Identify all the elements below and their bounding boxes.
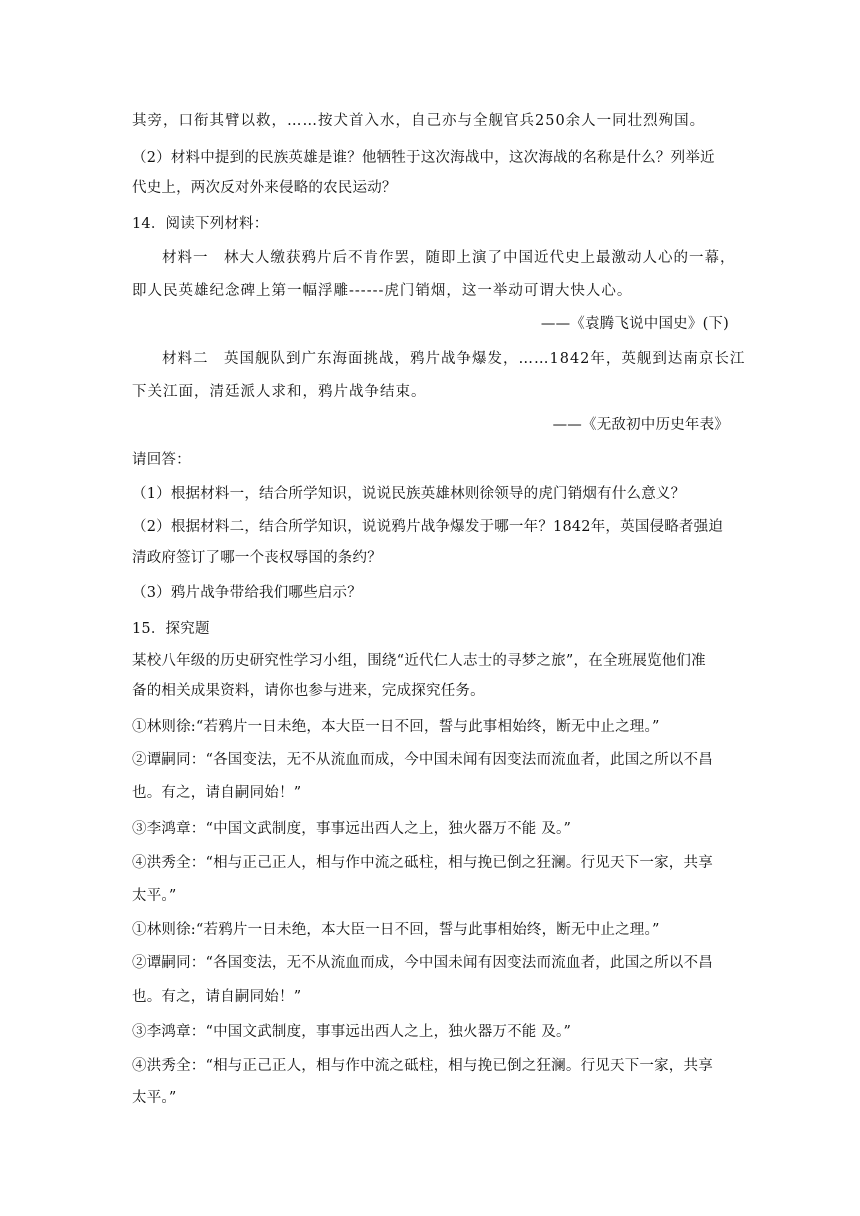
quote-hong-xiuquan-line1: ④洪秀全：“相与正己正人，相与作中流之砥柱，相与挽已倒之狂澜。行见天下一家，共享 <box>132 855 713 871</box>
quote-li-hongzhang: ③李鸿章：“中国文武制度，事事远出西人之上，独火器万不能 及。” <box>132 821 572 837</box>
q14-material2-source: ——《无敌初中历史年表》 <box>552 417 729 433</box>
quote-tan-sitong-line1: ②谭嗣同：“各国变法，无不从流血而成，今中国未闻有因变法而流血者，此国之所以不昌 <box>132 752 713 768</box>
q15-intro-line2: 备的相关成果资料，请你也参与进来，完成探究任务。 <box>132 683 485 699</box>
q14-answer-prompt: 请回答： <box>132 452 191 468</box>
q14-material1-source: ——《袁腾飞说中国史》(下) <box>540 316 729 332</box>
quote-lin-zexu: ①林则徐:“若鸦片一日未绝，本大臣一日不回，誓与此事相始终，断无中止之理。” <box>132 719 660 735</box>
q14-material2-line1: 材料二 英国舰队到广东海面挑战，鸦片战争爆发，……1842年，英舰到达南京长江 <box>162 351 746 367</box>
quote-hong-xiuquan-repeat-line1: ④洪秀全：“相与正己正人，相与作中流之砥柱，相与挽已倒之狂澜。行见天下一家，共享 <box>132 1058 713 1074</box>
quote-tan-sitong-repeat-line1: ②谭嗣同：“各国变法，无不从流血而成，今中国未闻有因变法而流血者，此国之所以不昌 <box>132 955 713 971</box>
quote-hong-xiuquan-repeat-line2: 太平。” <box>132 1090 177 1106</box>
q13-sub2-line1: （2）材料中提到的民族英雄是谁？他牺牲于这次海战中，这次海战的名称是什么？列举近 <box>132 150 715 166</box>
q14-material1-line2: 即人民英雄纪念碑上第一幅浮雕------虎门销烟，这一举动可谓大快人心。 <box>132 283 633 299</box>
q14-material1-line1: 材料一 林大人缴获鸦片后不肯作罢，随即上演了中国近代史上最激动人心的一幕， <box>162 250 736 266</box>
quote-lin-zexu-repeat: ①林则徐:“若鸦片一日未绝，本大臣一日不回，誓与此事相始终，断无中止之理。” <box>132 922 660 938</box>
q13-material-last-line: 其旁，口衔其臂以救，……按犬首入水，自己亦与全舰官兵250余人一同壮烈殉国。 <box>132 113 706 129</box>
q15-intro-line1: 某校八年级的历史研究性学习小组，围绕“近代仁人志士的寻梦之旅”，在全班展览他们准 <box>132 653 706 669</box>
q14-sub1: （1）根据材料一，结合所学知识，说说民族英雄林则徐领导的虎门销烟有什么意义？ <box>132 486 686 502</box>
q15-heading: 15．探究题 <box>132 621 210 637</box>
quote-li-hongzhang-repeat: ③李鸿章：“中国文武制度，事事远出西人之上，独火器万不能 及。” <box>132 1024 572 1040</box>
q14-sub2-line1: （2）根据材料二，结合所学知识，说说鸦片战争爆发于哪一年？1842年，英国侵略者强迫 <box>132 519 724 535</box>
quote-tan-sitong-repeat-line2: 也。有之，请自嗣同始！” <box>132 989 302 1005</box>
quote-tan-sitong-line2: 也。有之，请自嗣同始！” <box>132 785 302 801</box>
q14-heading: 14．阅读下列材料： <box>132 216 269 232</box>
q13-sub2-line2: 代史上，两次反对外来侵略的农民运动？ <box>132 180 397 196</box>
quote-hong-xiuquan-line2: 太平。” <box>132 888 177 904</box>
q14-material2-line2: 下关江面，清廷派人求和，鸦片战争结束。 <box>132 384 427 400</box>
q14-sub2-line2: 清政府签订了哪一个丧权辱国的条约？ <box>132 550 382 566</box>
q14-sub3: （3）鸦片战争带给我们哪些启示？ <box>132 585 362 601</box>
